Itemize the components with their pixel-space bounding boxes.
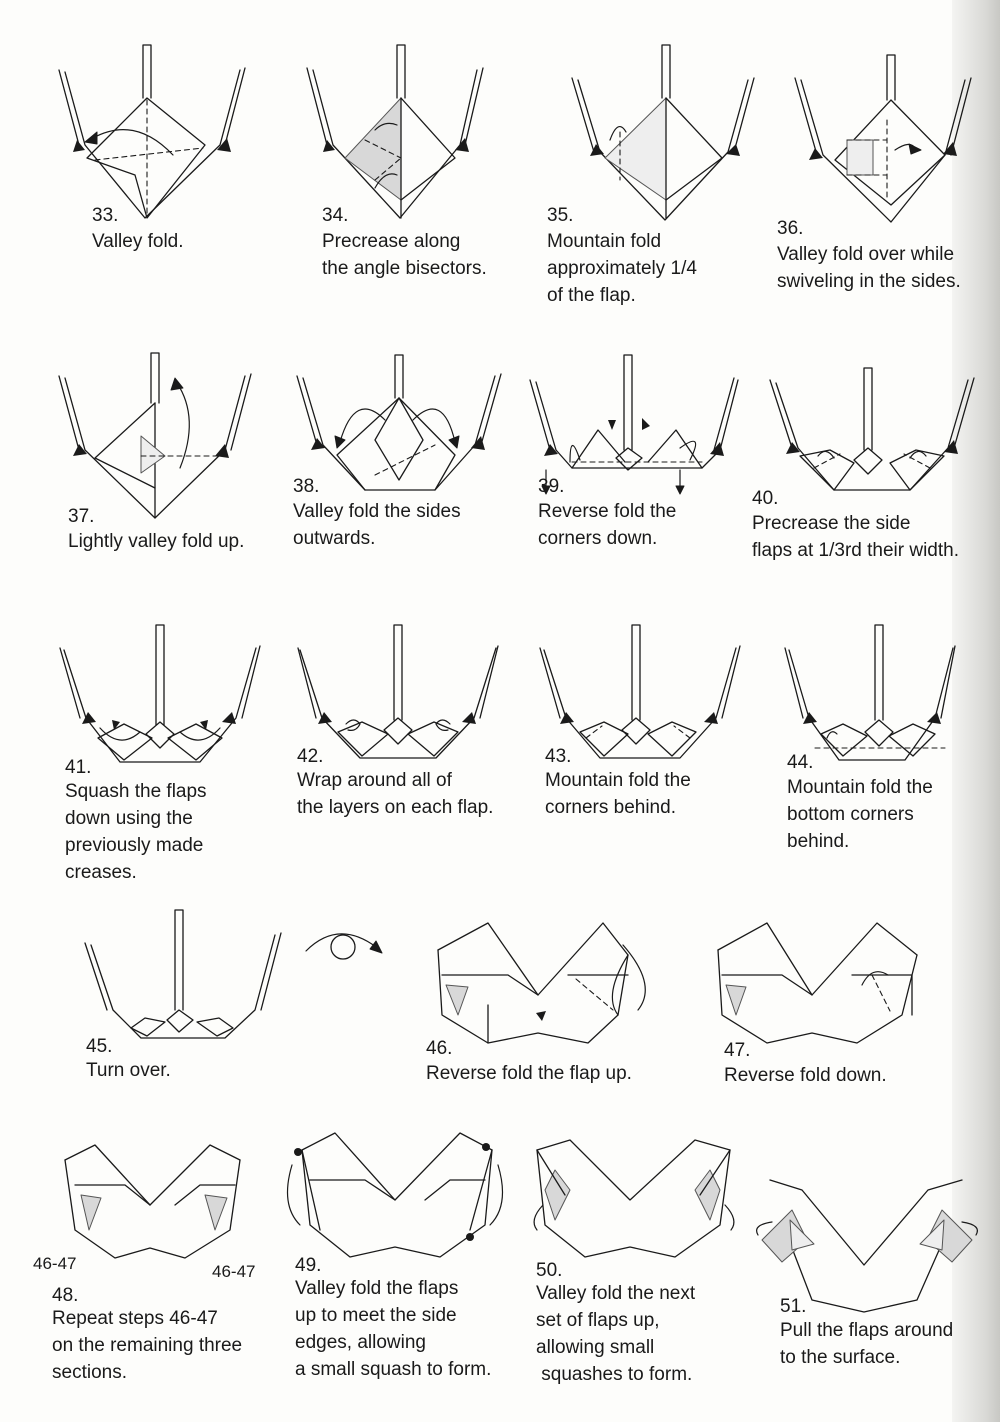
step-caption: Valley fold the sides outwards. xyxy=(293,501,461,549)
figure-48 xyxy=(55,1140,255,1265)
step-number: 37. xyxy=(68,506,95,527)
step-number: 36. xyxy=(777,218,804,239)
figure-42 xyxy=(298,620,498,765)
step-number: 33. xyxy=(92,205,119,226)
step-number: 34. xyxy=(322,205,349,226)
step-number: 43. xyxy=(545,746,572,767)
figure-35 xyxy=(560,40,755,225)
step-caption: Pull the flaps around to the surface. xyxy=(780,1320,954,1368)
figure-37 xyxy=(55,348,265,523)
figure-43 xyxy=(540,620,740,765)
turn-over-icon xyxy=(298,925,388,975)
step-caption: Repeat steps 46-47 on the remaining three sections. xyxy=(52,1308,243,1383)
step-number: 45. xyxy=(86,1036,113,1057)
figure-34 xyxy=(305,40,490,225)
figure-33 xyxy=(55,40,265,225)
step-number: 48. xyxy=(52,1285,79,1306)
figure-44 xyxy=(785,620,955,765)
figure-41 xyxy=(60,620,260,770)
step-number: 44. xyxy=(787,752,814,773)
step-caption: Valley fold the flaps up to meet the side edges, allowing a small squash to form. xyxy=(295,1278,492,1380)
step-caption: Reverse fold the flap up. xyxy=(426,1063,632,1084)
step-caption: Wrap around all of the layers on each flap. xyxy=(297,770,494,818)
step-number: 42. xyxy=(297,746,324,767)
figure-38 xyxy=(295,350,505,505)
figure-45 xyxy=(85,910,285,1045)
step-caption: Precrease along the angle bisectors. xyxy=(322,231,487,279)
step-caption: Reverse fold the corners down. xyxy=(538,501,677,549)
step-number: 49. xyxy=(295,1255,322,1276)
step-number: 39. xyxy=(538,476,565,497)
repeat-label-right: 46-47 xyxy=(212,1262,256,1281)
figure-46 xyxy=(428,915,658,1055)
step-caption: Squash the flaps down using the previously made creases. xyxy=(65,781,207,883)
figure-47 xyxy=(712,915,932,1055)
step-number: 47. xyxy=(724,1040,751,1061)
step-caption: Reverse fold down. xyxy=(724,1065,887,1086)
step-caption: Valley fold. xyxy=(92,231,184,252)
step-caption: Precrease the side flaps at 1/3rd their width. xyxy=(752,513,959,561)
step-caption: Lightly valley fold up. xyxy=(68,531,245,552)
figure-49 xyxy=(280,1125,510,1265)
step-caption: Valley fold the next set of flaps up, allowing small squashes to form. xyxy=(536,1283,696,1385)
repeat-label-left: 46-47 xyxy=(33,1254,77,1273)
figure-51 xyxy=(752,1170,982,1315)
step-number: 40. xyxy=(752,488,779,509)
figure-36 xyxy=(795,40,980,225)
step-caption: Mountain fold approximately 1/4 of the flap. xyxy=(547,231,697,306)
step-caption: Mountain fold the corners behind. xyxy=(545,770,691,818)
step-number: 41. xyxy=(65,757,92,778)
figure-40 xyxy=(770,368,980,498)
step-number: 51. xyxy=(780,1296,807,1317)
step-caption: Valley fold over while swiveling in the sides. xyxy=(777,244,961,292)
step-number: 38. xyxy=(293,476,320,497)
step-caption: Mountain fold the bottom corners behind. xyxy=(787,777,933,852)
step-number: 50. xyxy=(536,1260,563,1281)
step-number: 35. xyxy=(547,205,574,226)
step-caption: Turn over. xyxy=(86,1060,171,1081)
figure-50 xyxy=(525,1135,755,1265)
step-number: 46. xyxy=(426,1038,453,1059)
